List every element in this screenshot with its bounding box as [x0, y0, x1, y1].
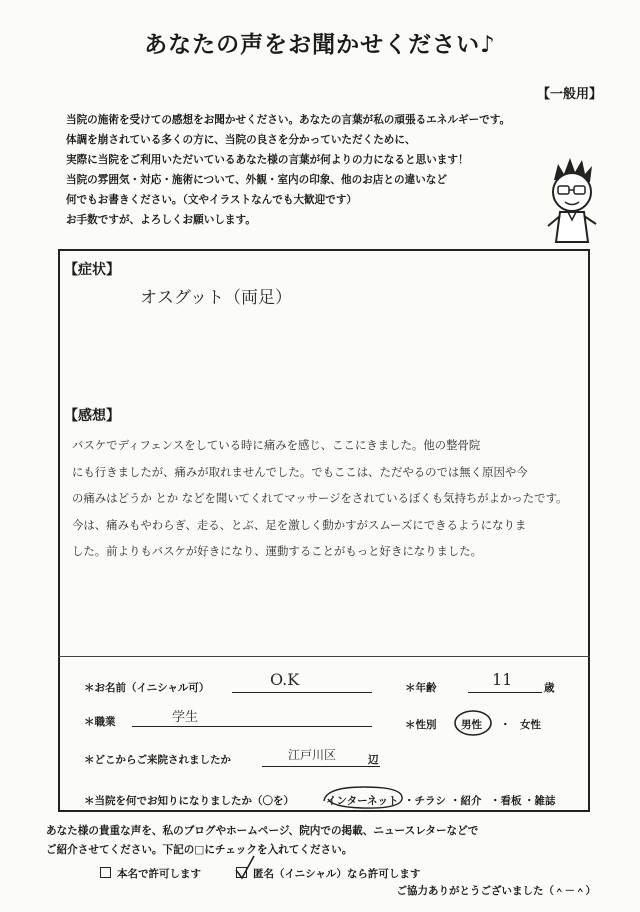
source-signboard: ・看板: [490, 795, 522, 807]
origin-value: 江戸川区: [288, 748, 337, 762]
thanks-message: ご協力ありがとうございました（＾－＾）: [396, 885, 596, 897]
intro-text: [66, 110, 546, 230]
checkbox-initial-label: 匿名（イニシャル）なら許可します: [253, 868, 421, 880]
origin-underline: [262, 766, 380, 767]
form-divider: [58, 656, 590, 657]
source-magazine: ・雑誌: [524, 795, 556, 807]
gender-separator: ・: [500, 719, 511, 731]
intro-line: お手数ですが、よろしくお願いします。: [66, 214, 256, 226]
intro-line: 当院の雰囲気・対応・施術について、外観・室内の印象、他のお店との違いなど: [66, 174, 447, 186]
impression-line: にも行きましたが、痛みが取れませんでした。でもここは、ただやるのでは無く原因や今: [72, 464, 528, 479]
permission-note: [46, 822, 566, 860]
gender-circle-mark: [452, 707, 494, 739]
source-circle-mark: [318, 781, 408, 815]
name-label: ＊お名前（イニシャル可）: [84, 682, 210, 694]
gender-female: 女性: [520, 719, 541, 731]
checkbox-realname-label: 本名で許可します: [117, 868, 201, 880]
age-underline: [468, 692, 542, 693]
age-value: 11: [492, 670, 513, 689]
impression-text: [72, 432, 590, 565]
symptom-value: オスグット（両足）: [140, 288, 292, 308]
occupation-value: 学生: [172, 710, 199, 725]
source-flyer: ・チラシ: [404, 795, 446, 807]
impression-line: の痛みはどうか とか などを聞いてくれてマッサージをされているぼくも気持ちがよかったです。: [72, 491, 568, 505]
impression-line: 今は、痛みもやわらぎ、走る、とぶ、足を激しく動かすがスムーズにできるようになりま: [72, 517, 527, 532]
permission-line: ご紹介させてください。下記の□にチェックを入れてください。: [46, 844, 353, 856]
checkbox-initial-row[interactable]: [236, 866, 420, 881]
gender-label: ＊性別: [405, 719, 437, 731]
mascot-illustration: [540, 150, 602, 250]
source-label: ＊当院を何でお知りになりましたか（〇を）: [84, 795, 294, 807]
impression-line: した。前よりもバスケが好きになり、運動することがもっと好きになりました。: [72, 544, 483, 558]
checkbox-realname[interactable]: [100, 867, 111, 878]
permission-line: あなた様の貴重な声を、私のブログやホームページ、院内での掲載、ニュースレターなどで: [46, 825, 479, 837]
intro-line: 当院の施術を受けての感想をお聞かせください。あなたの言葉が私の頑張るエネルギーです。: [66, 114, 511, 126]
source-internet: インターネット: [326, 795, 399, 807]
age-unit: 歳: [544, 682, 555, 694]
checkbox-realname-row[interactable]: [100, 866, 201, 881]
page-title: あなたの声をお聞かせください♪: [144, 32, 496, 58]
origin-suffix: 辺: [368, 754, 379, 766]
check-mark-icon: [232, 854, 258, 884]
gender-male: 男性: [461, 719, 482, 731]
name-value: O.K: [270, 670, 300, 689]
origin-label: ＊どこからご来院されましたか: [84, 754, 231, 766]
name-underline: [232, 692, 372, 693]
age-label: ＊年齢: [405, 682, 437, 694]
symptom-label: 【症状】: [64, 262, 120, 278]
impression-label: 【感想】: [64, 408, 120, 424]
source-referral: ・紹介: [450, 795, 482, 807]
intro-line: 何でもお書きください。（文やイラストなんでも大歓迎です）: [66, 194, 358, 206]
impression-line: バスケでディフェンスをしている時に痛みを感じ、ここにきました。他の整骨院: [72, 438, 481, 452]
intro-line: 実際に当院をご利用いただいているあなた様の言葉が何よりの力になると思います！: [66, 154, 469, 166]
occupation-underline: [132, 726, 372, 727]
general-use-badge: 【一般用】: [536, 87, 602, 102]
intro-line: 体調を崩されている多くの方に、当院の良さを分かっていただくために、: [66, 134, 416, 146]
occupation-label: ＊職業: [84, 716, 116, 728]
